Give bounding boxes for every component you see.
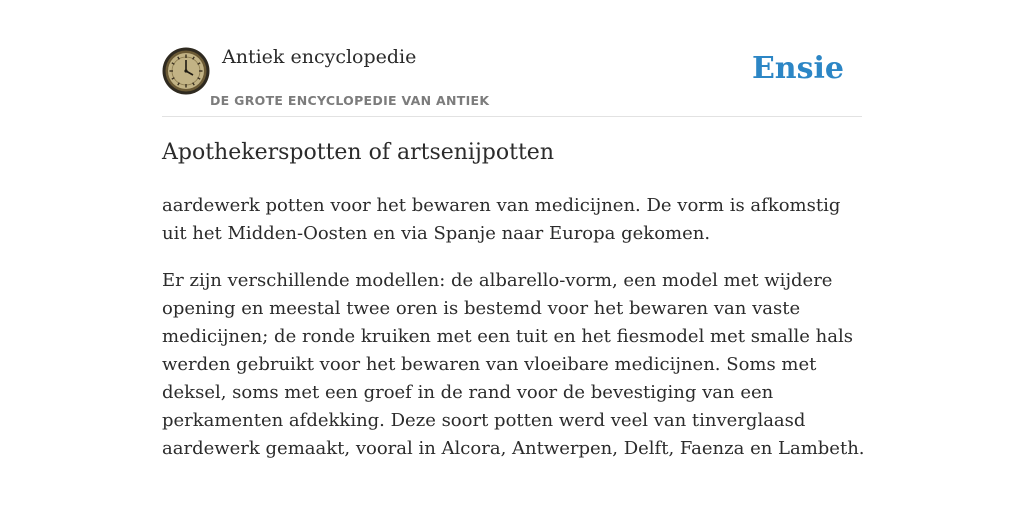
site-header <box>162 40 862 117</box>
ensie-logo-link[interactable]: Ensie <box>751 51 844 86</box>
article-body <box>162 192 868 482</box>
site-title[interactable]: Antiek encyclopedie <box>222 46 417 68</box>
antique-clock-icon[interactable] <box>162 47 210 95</box>
article-paragraph: aardewerk potten voor het bewaren van medicijnen. De vorm is afkomstig uit het Midden-Oosten en via Spanje naar Europa gekomen. <box>162 195 841 244</box>
site-subtitle: DE GROTE ENCYCLOPEDIE VAN ANTIEK <box>210 93 490 108</box>
page-title: Apothekerspotten of artsenijpotten <box>162 140 554 165</box>
article-paragraph: Er zijn verschillende modellen: de albarello-vorm, een model met wijdere opening en meestal twee oren is bestemd voor het bewaren van vaste medicijnen; de ronde kruiken met een tuit en het fiesmodel met smalle hals werden gebruikt voor het bewaren van vloeibare medicijnen. Soms met deksel, soms met een groef in de rand voor de bevestiging van een perkamenten afdekking. Deze soort potten werd veel van tinverglaasd aardewerk gemaakt, vooral in Alcora, Antwerpen, Delft, Faenza en Lambeth. <box>162 270 865 459</box>
